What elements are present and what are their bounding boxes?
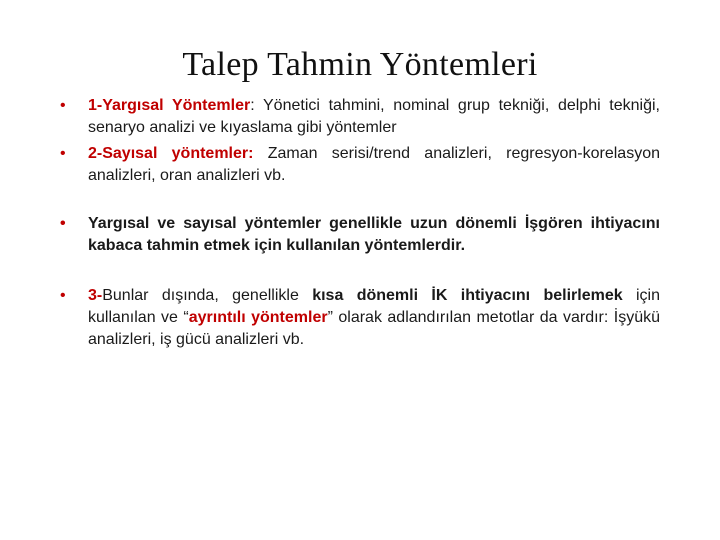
- bullet-icon: •: [60, 145, 66, 162]
- bullet-sayisal-yontemler: [60, 143, 660, 187]
- bullet-text-part1: Bunlar dışında, genellikle: [102, 287, 313, 304]
- slide-title: Talep Tahmin Yöntemleri: [182, 46, 538, 83]
- bullet-text-part3: ” olarak adlandırılan metotlar da vardır: İşyükü analizleri, iş gücü analizleri vb.: [88, 309, 661, 348]
- bullet-text: : Yönetici tahmini, nominal grup tekniği, delphi tekniği, senaryo analizi ve kıyaslama gibi yöntemler: [88, 97, 660, 136]
- bullet-ayrintili-yontemler: [60, 285, 660, 351]
- bullet-text: Zaman serisi/trend analizleri, regresyon-korelasyon analizleri, oran analizleri vb.: [88, 145, 661, 184]
- bullet-icon: •: [60, 97, 66, 114]
- bullet-yargisal-yontemler: [60, 95, 660, 139]
- bullet-bold-phrase: kısa dönemli İK ihtiyacını belirlemek: [312, 287, 623, 304]
- bullet-text: Yargısal ve sayısal yöntemler genellikle uzun dönemli İşgören ihtiyacını kabaca tahmin etmek için kullanılan yöntemlerdir.: [88, 215, 660, 254]
- bullet-number: 3-: [88, 287, 103, 304]
- bullet-icon: •: [60, 215, 66, 232]
- bullet-list: [60, 95, 660, 351]
- bullet-heading: 2-Sayısal yöntemler:: [88, 145, 254, 162]
- bullet-text-part2: için kullanılan ve “: [88, 287, 660, 326]
- bullet-icon: •: [60, 287, 66, 304]
- bullet-uzun-donemli: [60, 213, 660, 257]
- bullet-heading: 1-Yargısal Yöntemler: [88, 97, 251, 114]
- bullet-red-phrase: ayrıntılı yöntemler: [188, 309, 328, 326]
